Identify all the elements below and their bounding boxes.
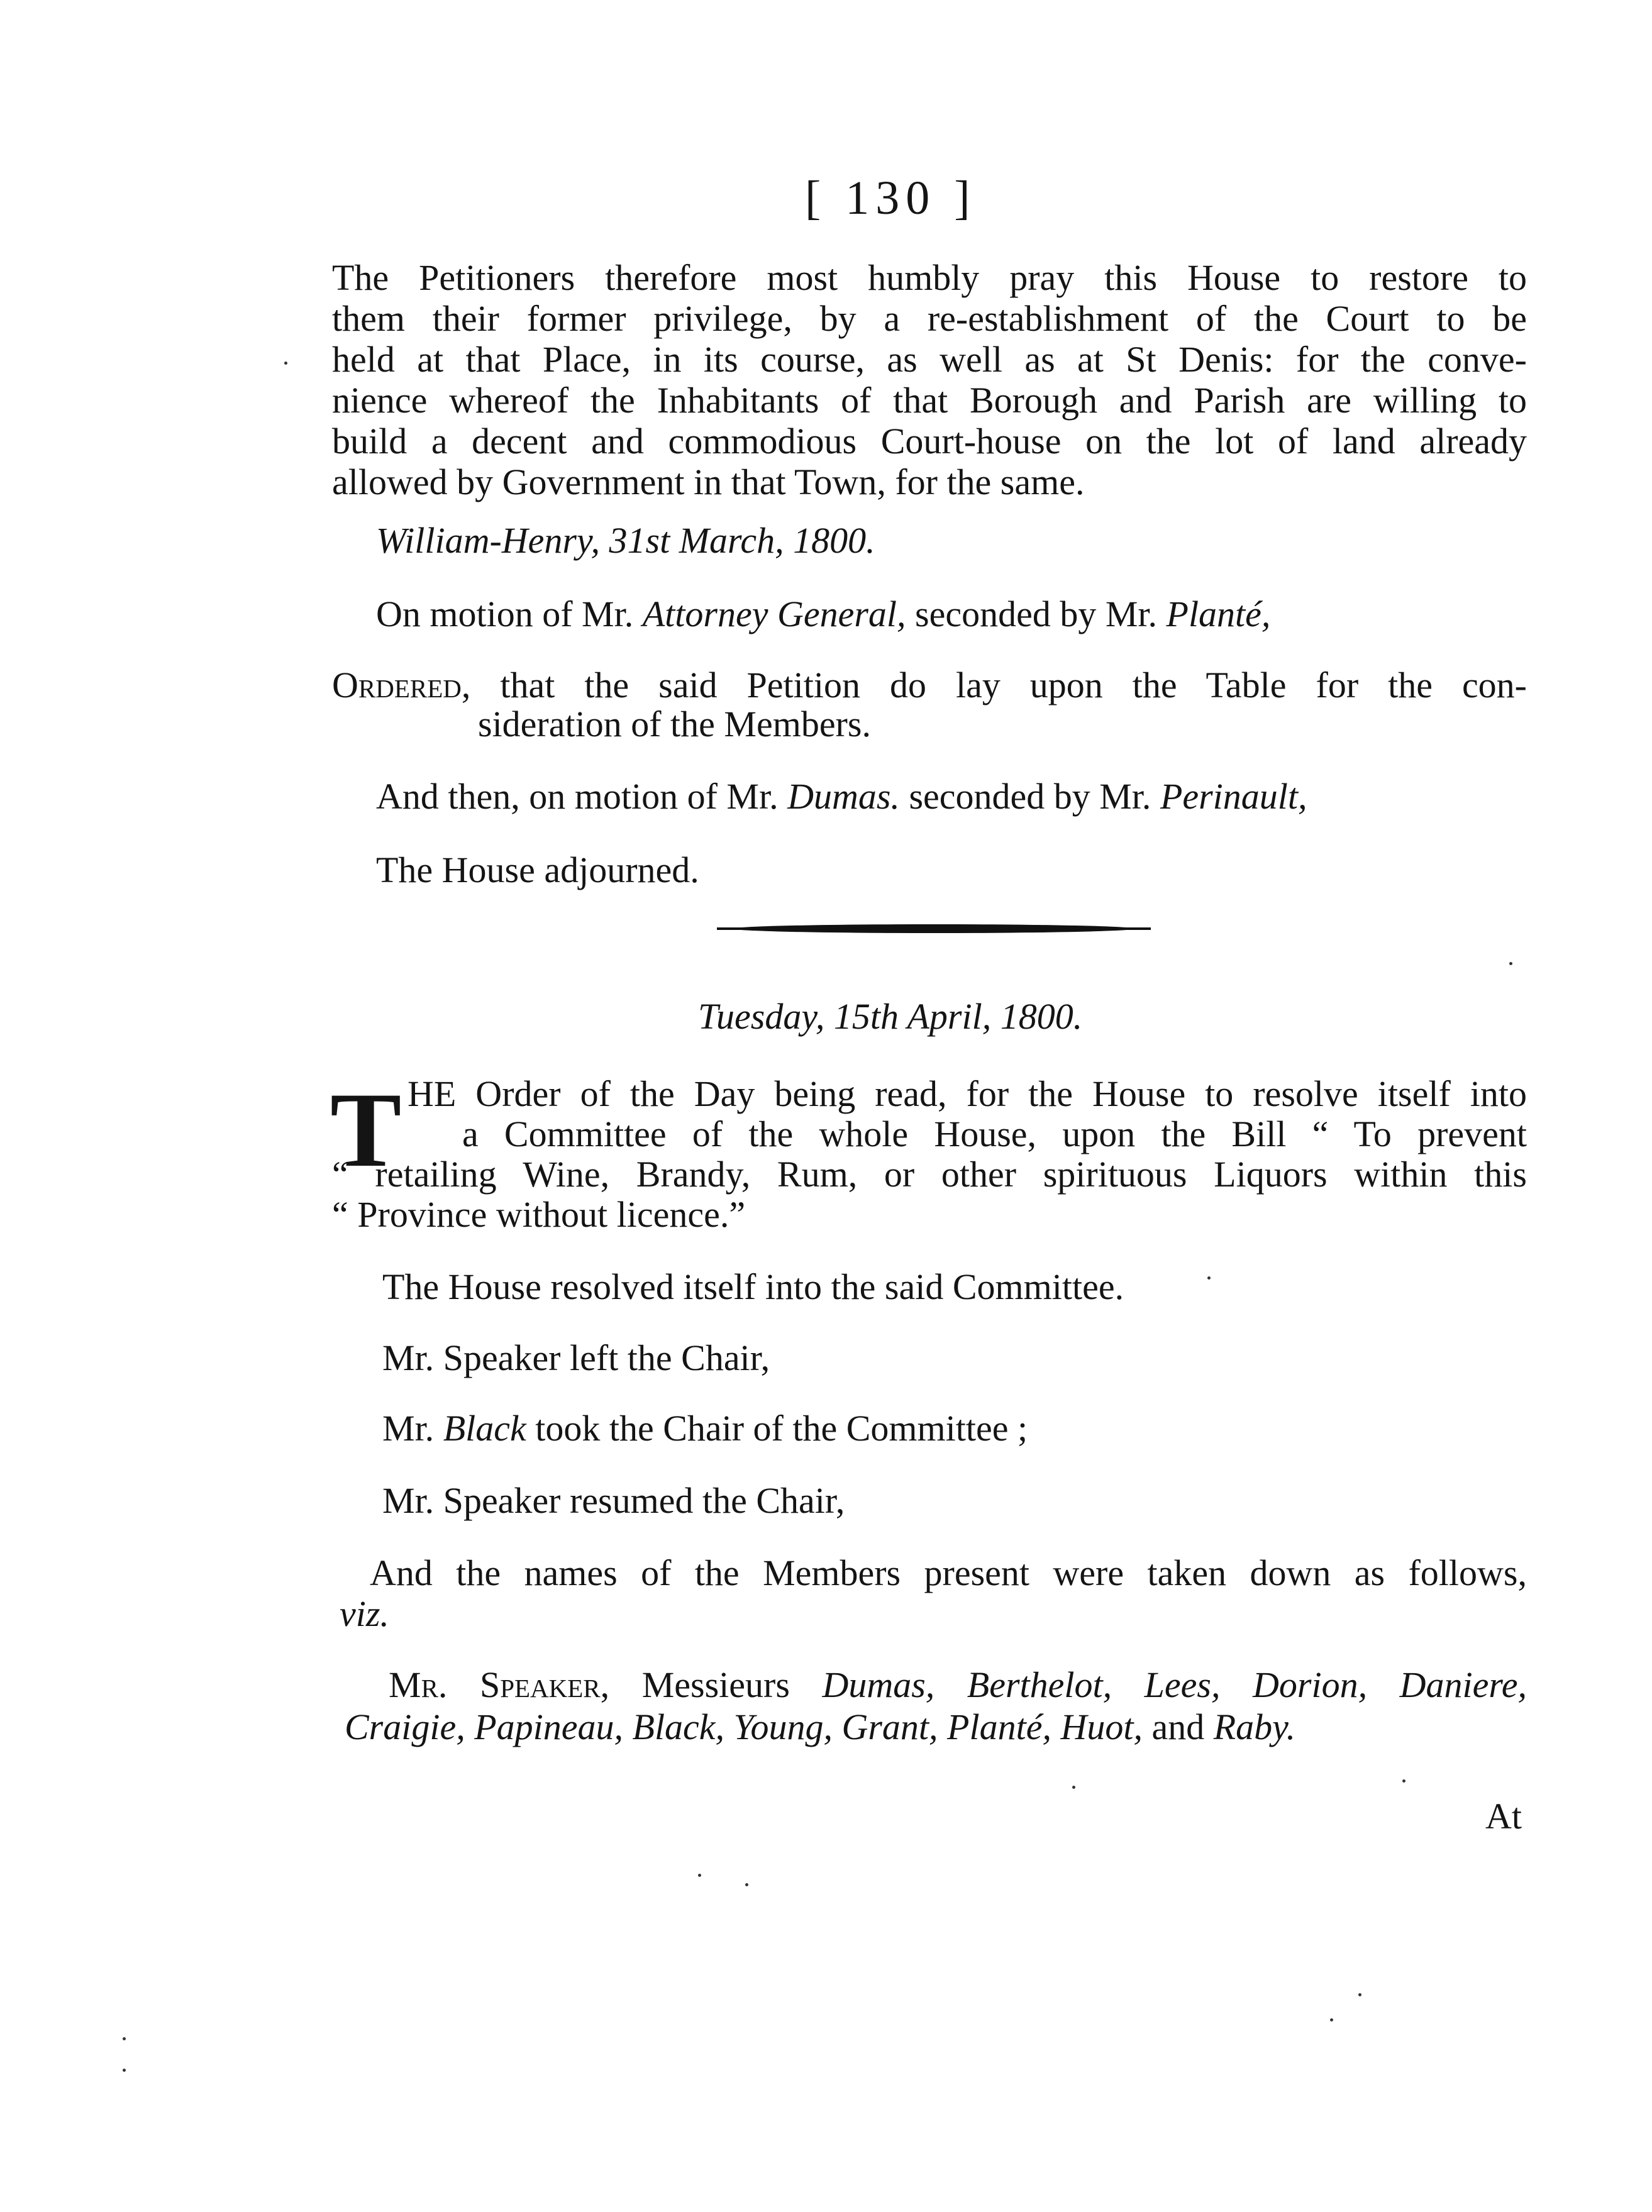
members-line-2 <box>345 1707 1295 1747</box>
motion-1-pre: On motion of Mr. <box>376 594 643 634</box>
scan-speck <box>1402 1779 1405 1783</box>
black-name: Black <box>443 1408 526 1449</box>
order-day-line-1: HE Order of the Day being read, for the House to resolve itself into <box>407 1073 1527 1114</box>
petition-line-3: held at that Place, in its course, as well as at St Denis: for the conve- <box>332 339 1527 380</box>
members-names-1: Dumas, Berthelot, Lees, Dorion, Daniere, <box>822 1664 1527 1705</box>
motion-1-mover: Attorney General, <box>642 594 906 634</box>
members-and: and <box>1142 1706 1214 1747</box>
names-intro-line-2: viz. <box>340 1593 389 1634</box>
motion-1-seconder: Planté, <box>1166 594 1271 634</box>
motion-2 <box>376 777 1307 817</box>
petition-line-1: The Petitioners therefore most humbly pray this House to restore to <box>332 257 1527 298</box>
scan-speck <box>123 2037 126 2040</box>
catchword: At <box>1485 1796 1522 1837</box>
motion-2-pre: And then, on motion of Mr. <box>376 776 788 817</box>
petition-line-5: build a decent and commodious Court-house on the lot of land already <box>332 421 1527 462</box>
petition-line-2: them their former privilege, by a re-establishment of the Court to be <box>332 298 1527 339</box>
left-chair-line: Mr. Speaker left the Chair, <box>382 1337 770 1378</box>
order-line-1 <box>332 665 1527 705</box>
order-day-line-2: a Committee of the whole House, upon the Bill “ To prevent <box>462 1114 1527 1154</box>
members-names-2: Craigie, Papineau, Black, Young, Grant, Planté, Huot, <box>345 1706 1143 1747</box>
order-line-2: sideration of the Members. <box>478 704 871 744</box>
scan-speck <box>1330 2018 1333 2021</box>
black-pre: Mr. <box>382 1408 443 1449</box>
scan-speck <box>1509 962 1512 965</box>
scan-speck <box>1358 1993 1361 1996</box>
motion-1-mid: seconded by Mr. <box>906 594 1167 634</box>
motion-2-seconder: Perinault, <box>1160 776 1307 817</box>
page-number: [ 130 ] <box>805 172 977 224</box>
order-text-1: that the said Petition do lay upon the Table for the con- <box>470 665 1527 705</box>
petition-line-4: nience whereof the Inhabitants of that Borough and Parish are willing to <box>332 380 1527 421</box>
ordered-word: Ordered, <box>332 665 471 705</box>
members-last: Raby. <box>1213 1706 1296 1747</box>
motion-2-mover: Dumas. <box>787 776 900 817</box>
black-post: took the Chair of the Committee ; <box>526 1408 1028 1449</box>
scan-speck <box>284 362 287 365</box>
section-divider <box>733 924 1135 933</box>
black-chair-line <box>382 1408 1028 1449</box>
resumed-line: Mr. Speaker resumed the Chair, <box>382 1480 845 1521</box>
dateline: William-Henry, 31st March, 1800. <box>376 520 875 561</box>
order-day-line-4: “ Province without licence.” <box>332 1194 746 1235</box>
members-line-1 <box>389 1665 1527 1705</box>
petition-line-6: allowed by Government in that Town, for the same. <box>332 462 1085 502</box>
scan-speck <box>745 1883 748 1886</box>
scan-speck <box>1207 1276 1211 1280</box>
members-messieurs: Messieurs <box>609 1664 823 1705</box>
adjourned-line: The House adjourned. <box>376 849 699 890</box>
date-heading: Tuesday, 15th April, 1800. <box>698 996 1083 1037</box>
drop-cap: T <box>330 1071 402 1189</box>
names-intro-line-1: And the names of the Members present were taken down as follows, <box>370 1552 1527 1593</box>
motion-1 <box>376 594 1270 634</box>
motion-2-mid: seconded by Mr. <box>899 776 1160 817</box>
scan-speck <box>1072 1786 1075 1789</box>
scan-speck <box>123 2069 126 2072</box>
resolved-line: The House resolved itself into the said Committee. <box>382 1266 1124 1307</box>
order-day-line-3: “ retailing Wine, Brandy, Rum, or other spirituous Liquors within this <box>332 1154 1527 1195</box>
members-lead: Mr. Speaker, <box>389 1664 610 1705</box>
scan-speck <box>698 1874 701 1877</box>
